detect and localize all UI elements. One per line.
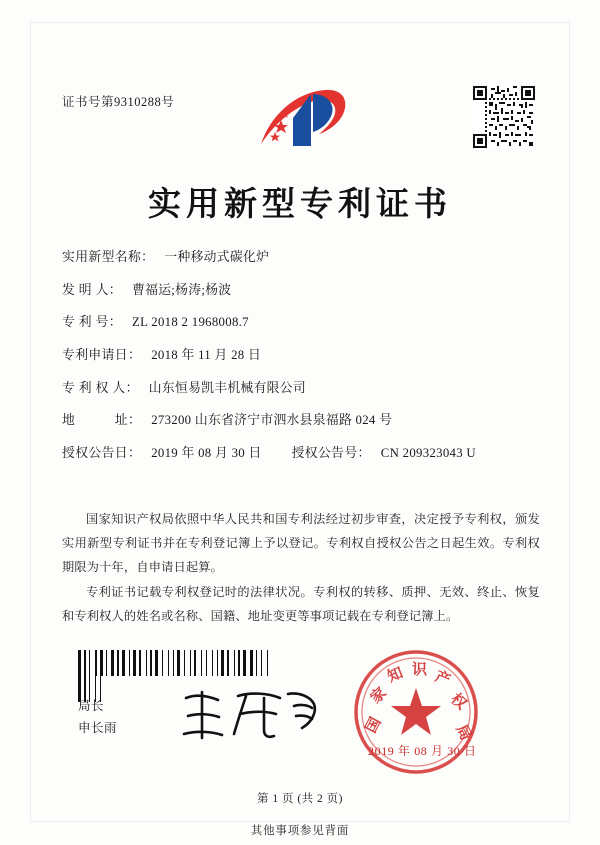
field-row	[62, 281, 542, 300]
field-value: 山东恒易凯丰机械有限公司	[148, 380, 306, 395]
field-row	[62, 379, 542, 398]
page-title: 实用新型专利证书	[148, 184, 452, 223]
field-label: 专利申请日：	[62, 348, 142, 363]
svg-text:识: 识	[412, 660, 428, 678]
grant-row	[62, 444, 542, 463]
svg-text:权: 权	[447, 689, 471, 714]
field-label: 实用新型名称：	[62, 250, 155, 264]
field-label: 地 址：	[62, 413, 142, 428]
qr-code	[473, 86, 535, 148]
seal-date: 2019 年 08 月 30 日	[368, 744, 477, 758]
footer-note: 其他事项参见背面	[250, 825, 350, 837]
field-label: 发 明 人：	[62, 282, 122, 297]
field-row	[62, 313, 542, 332]
grant-number-label: 授权公告号：	[291, 446, 371, 461]
signature-labels	[78, 696, 117, 740]
field-value: 2018 年 11 月 28 日	[151, 348, 262, 363]
legal-paragraph: 专利证书记载专利权登记时的法律状况。专利权的转移、质押、无效、终止、恢复和专利权人的姓名或名称、国籍、地址变更等事项记载在专利登记簿上。	[62, 585, 540, 624]
certificate-number: 证书号第9310288号	[62, 95, 175, 109]
grant-date-value: 2019 年 08 月 30 日	[151, 446, 262, 461]
svg-text:家: 家	[366, 683, 390, 707]
legal-text	[62, 508, 540, 631]
field-value: 273200 山东省济宁市泗水县泉福路 024 号	[151, 413, 393, 428]
handwritten-signature	[176, 686, 321, 744]
field-list	[62, 248, 542, 477]
field-row	[62, 411, 542, 430]
field-value: 一种移动式碳化炉	[164, 250, 270, 264]
barcode	[78, 650, 274, 676]
field-value: ZL 2018 2 1968008.7	[132, 315, 249, 330]
director-name-label: 申长雨	[78, 720, 118, 735]
field-row	[62, 248, 542, 267]
field-label: 专 利 权 人：	[62, 380, 139, 395]
svg-text:国: 国	[361, 714, 385, 736]
svg-text:局: 局	[452, 721, 476, 744]
legal-paragraph: 国家知识产权局依照中华人民共和国专利法经过初步审查，决定授予专利权，颁发实用新型专利证书并在专利登记簿上予以登记。专利权自授权公告之日起生效。专利权期限为十年，自申请日起算。	[62, 512, 540, 574]
cnipa-logo	[253, 84, 349, 156]
field-value: 曹福运;杨涛;杨波	[132, 282, 232, 297]
svg-text:知: 知	[384, 663, 406, 686]
page-number: 第 1 页 (共 2 页)	[256, 793, 344, 805]
grant-number-value: CN 209323043 U	[380, 446, 476, 461]
field-label: 专 利 号：	[62, 315, 122, 330]
grant-date-label: 授权公告日：	[62, 446, 142, 461]
field-row	[62, 346, 542, 365]
director-title-label: 局长	[78, 699, 105, 713]
svg-text:产: 产	[432, 667, 454, 690]
